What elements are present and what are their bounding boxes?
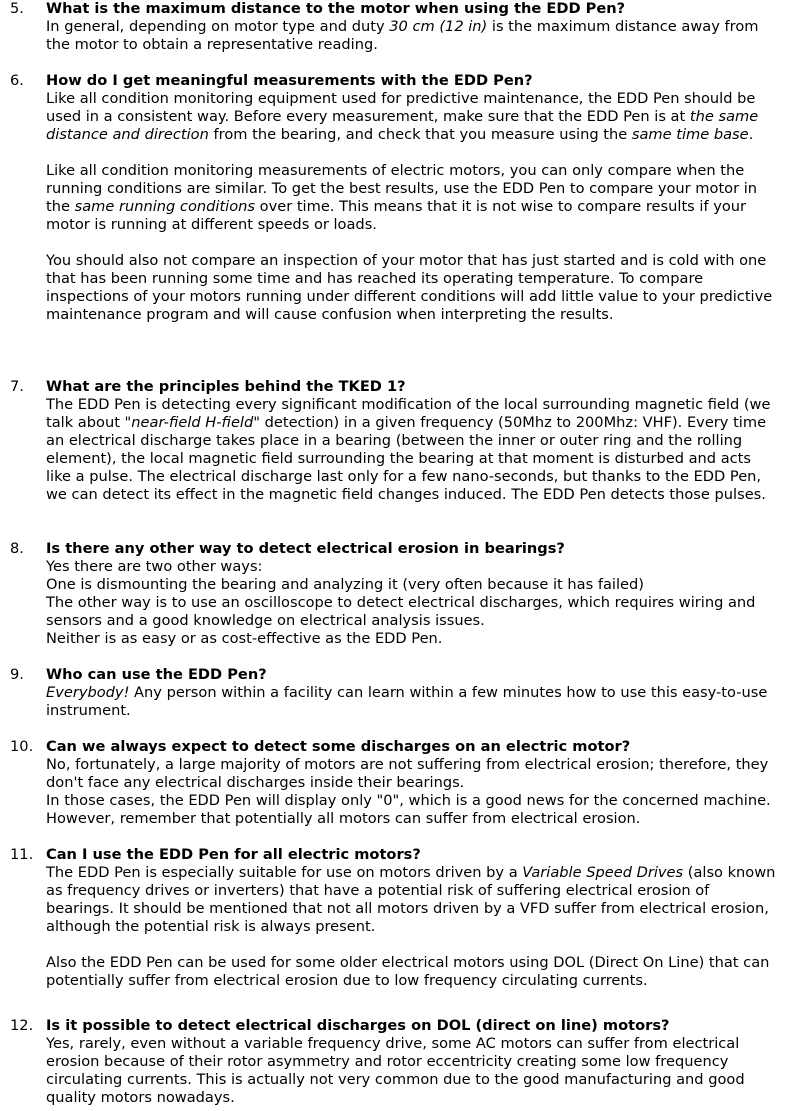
- answer-paragraph: [46, 1035, 780, 1107]
- answer-paragraph: [46, 576, 780, 594]
- answer-paragraph: [46, 630, 780, 648]
- answer-text: Like all condition monitoring equipment used for predictive maintenance, the EDD Pen should be used in a consistent way. Before every measurement, make sure that the EDD Pen is at: [46, 90, 756, 125]
- answer-text: One is dismounting the bearing and analyzing it (very often because it has failed): [46, 576, 644, 593]
- answer-text: .: [748, 126, 754, 143]
- answer-paragraph: [46, 558, 780, 576]
- faq-question: Is there any other way to detect electrical erosion in bearings?: [46, 540, 565, 557]
- faq-question: Can we always expect to detect some discharges on an electric motor?: [46, 738, 631, 755]
- faq-body: [46, 846, 780, 990]
- answer-paragraph: [46, 594, 780, 630]
- faq-body: [46, 72, 780, 324]
- italic-text: 30 cm (12 in): [389, 18, 488, 35]
- answer-paragraph: [46, 90, 780, 144]
- faq-body: [46, 378, 780, 504]
- answer-text: is the maximum distance away from the motor to obtain a representative reading.: [46, 18, 759, 53]
- answer-paragraph: [46, 684, 780, 720]
- faq-number: 7.: [10, 378, 24, 395]
- italic-text: same time base: [631, 126, 749, 143]
- answer-paragraph: [46, 396, 780, 504]
- answer-text: Also the EDD Pen can be used for some older electrical motors using DOL (Direct On Line) that can potentially suffer from electrical erosion due to low frequency circulating currents.: [46, 954, 770, 989]
- italic-text: the same distance and direction: [46, 108, 759, 143]
- faq-question: What is the maximum distance to the motor when using the EDD Pen?: [46, 0, 626, 17]
- answer-text: In general, depending on motor type and duty: [46, 18, 390, 35]
- italic-text: Everybody!: [46, 684, 130, 701]
- answer-text: Like all condition monitoring measurements of electric motors, you can only compare when the running conditions are similar. To get the best results, use the EDD Pen to compare your motor in the: [46, 162, 758, 215]
- faq-question: Who can use the EDD Pen?: [46, 666, 267, 683]
- italic-text: Variable Speed Drives: [522, 864, 684, 881]
- faq-answer: [46, 558, 780, 648]
- faq-number: 6.: [10, 72, 24, 89]
- answer-text: Yes there are two other ways:: [46, 558, 263, 575]
- faq-question: How do I get meaningful measurements with the EDD Pen?: [46, 72, 533, 89]
- faq-body: [46, 666, 780, 720]
- faq-number: 12.: [10, 1017, 34, 1034]
- answer-text: over time. This means that it is not wise to compare results if your motor is running at different speeds or loads.: [46, 198, 747, 233]
- faq-answer: [46, 396, 780, 504]
- faq-question: What are the principles behind the TKED 1?: [46, 378, 406, 395]
- answer-text: No, fortunately, a large majority of motors are not suffering from electrical erosion; therefore, they don't face any electrical discharges inside their bearings.: [46, 756, 769, 791]
- answer-paragraph: [46, 954, 780, 990]
- answer-text: The EDD Pen is detecting every significant modification of the local surrounding magnetic field (we talk about ": [46, 396, 771, 431]
- italic-text: near-field H-field: [131, 414, 254, 431]
- faq-answer: [46, 18, 780, 54]
- answer-text: Yes, rarely, even without a variable frequency drive, some AC motors can suffer from electrical erosion because of their rotor asymmetry and rotor eccentricity creating some low frequency circulating currents. This is actually not very common due to the good manufacturing and good quality motors nowadays.: [46, 1035, 745, 1106]
- answer-text: In those cases, the EDD Pen will display only "0", which is a good news for the concerned machine. However, remember that potentially all motors can suffer from electrical erosion.: [46, 792, 771, 827]
- answer-paragraph: [46, 756, 780, 792]
- faq-body: [46, 0, 780, 54]
- faq-answer: [46, 864, 780, 990]
- answer-text: (also known as frequency drives or inverters) that have a potential risk of suffering electrical erosion of bearings. It should be mentioned that not all motors driven by a VFD suffer from electrical erosion, although the potential risk is always present.: [46, 864, 776, 935]
- answer-paragraph: [46, 864, 780, 936]
- faq-answer: [46, 684, 780, 720]
- answer-text: from the bearing, and check that you measure using the: [208, 126, 632, 143]
- faq-number: 11.: [10, 846, 34, 863]
- faq-question: Is it possible to detect electrical discharges on DOL (direct on line) motors?: [46, 1017, 670, 1034]
- answer-paragraph: [46, 162, 780, 234]
- faq-answer: [46, 90, 780, 324]
- answer-paragraph: [46, 18, 780, 54]
- faq-answer: [46, 756, 780, 828]
- answer-text: " detection) in a given frequency (50Mhz to 200Mhz: VHF). Every time an electrical discharge takes place in a bearing (between the inner or outer ring and the rolling element), the local magnetic field surrounding the bearing at that moment is disturbed and acts like a pulse. The electrical discharge last only for a few nano-seconds, but thanks to the EDD Pen, we can detect its effect in the magnetic field changes induced. The EDD Pen detects those pulses.: [46, 414, 767, 503]
- answer-text: You should also not compare an inspection of your motor that has just started and is cold with one that has been running some time and has reached its operating temperature. To compare inspections of your motors running under different conditions will add little value to your predictive maintenance program and will cause confusion when interpreting the results.: [46, 252, 773, 323]
- faq-number: 9.: [10, 666, 24, 683]
- faq-body: [46, 540, 780, 648]
- faq-number: 8.: [10, 540, 24, 557]
- italic-text: same running conditions: [74, 198, 256, 215]
- faq-number: 10.: [10, 738, 34, 755]
- answer-text: The other way is to use an oscilloscope to detect electrical discharges, which requires wiring and sensors and a good knowledge on electrical analysis issues.: [46, 594, 756, 629]
- faq-question: Can I use the EDD Pen for all electric motors?: [46, 846, 421, 863]
- answer-text: Any person within a facility can learn within a few minutes how to use this easy-to-use instrument.: [46, 684, 768, 719]
- answer-text: The EDD Pen is especially suitable for use on motors driven by a: [46, 864, 523, 881]
- answer-text: Neither is as easy or as cost-effective as the EDD Pen.: [46, 630, 443, 647]
- faq-body: [46, 1017, 780, 1107]
- faq-number: 5.: [10, 0, 24, 17]
- answer-paragraph: [46, 252, 780, 324]
- answer-paragraph: [46, 792, 780, 828]
- faq-answer: [46, 1035, 780, 1107]
- faq-body: [46, 738, 780, 828]
